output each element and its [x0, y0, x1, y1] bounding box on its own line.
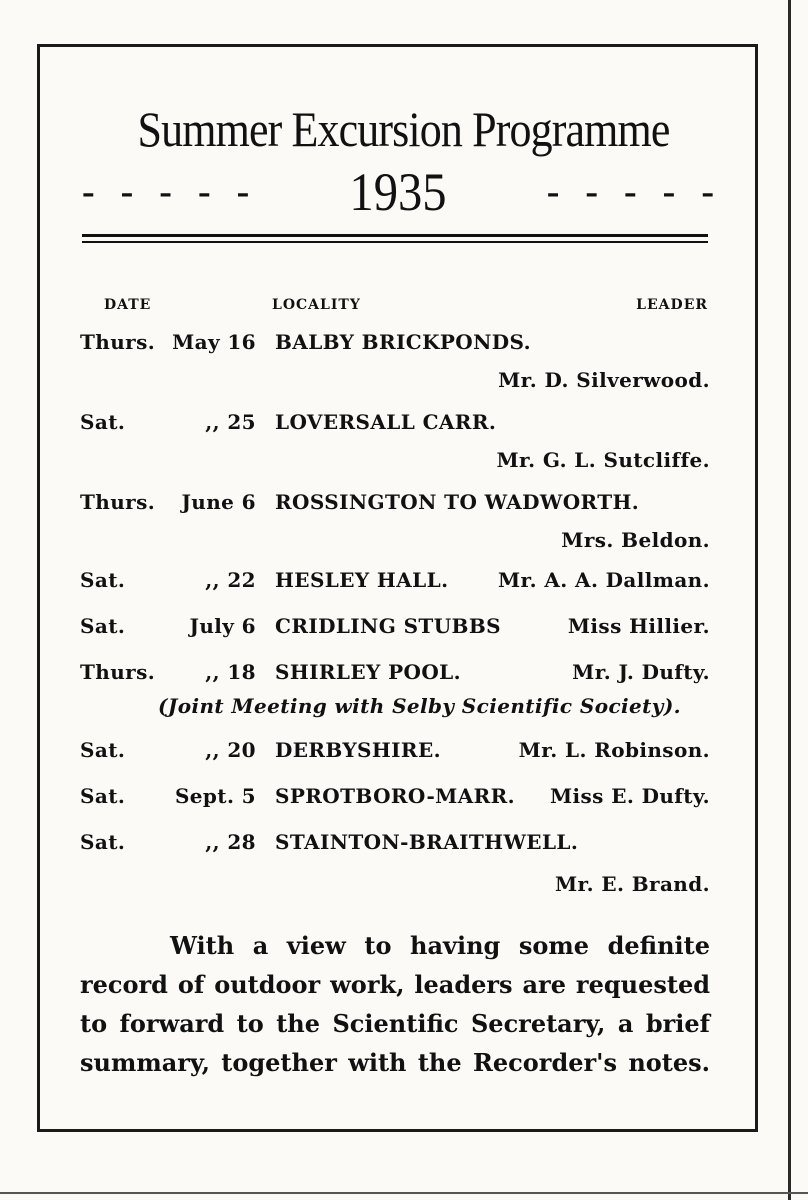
- scan-edge-bottom: [0, 1192, 808, 1194]
- row-date: ,, 20: [205, 738, 256, 762]
- row-day: Sat.: [80, 568, 126, 592]
- notice-paragraph: [80, 926, 710, 1082]
- row-locality: SHIRLEY POOL.: [275, 660, 461, 684]
- row-locality: DERBYSHIRE.: [275, 738, 441, 762]
- row-date: ,, 25: [205, 410, 256, 434]
- row-leader: Mrs. Beldon.: [561, 528, 710, 552]
- row-leader: Miss Hillier.: [567, 614, 710, 638]
- row-day: Thurs.: [80, 660, 156, 684]
- double-rule-bottom: [82, 241, 708, 243]
- row-locality: BALBY BRICKPONDS.: [275, 330, 532, 354]
- row-date: ,, 22: [205, 568, 256, 592]
- row-leader: Mr. A. A. Dallman.: [498, 568, 710, 592]
- dash-ornament-left: -----: [82, 171, 276, 213]
- row-date: ,, 18: [205, 660, 256, 684]
- row-locality: ROSSINGTON TO WADWORTH.: [275, 490, 640, 514]
- row-leader: Mr. G. L. Sutcliffe.: [496, 448, 710, 472]
- row-locality: STAINTON-BRAITHWELL.: [275, 830, 579, 854]
- paragraph-line: to forward to the Scientific Secretary, a brief: [80, 1009, 710, 1038]
- column-header-date: DATE: [104, 297, 152, 313]
- column-header-locality: LOCALITY: [272, 297, 361, 313]
- row-day: Thurs.: [80, 330, 156, 354]
- row-day: Sat.: [80, 614, 126, 638]
- row-day: Thurs.: [80, 490, 156, 514]
- column-header-leader: LEADER: [636, 297, 708, 313]
- row-leader: Miss E. Dufty.: [549, 784, 710, 808]
- row-day: Sat.: [80, 410, 126, 434]
- year: 1935: [349, 162, 447, 222]
- paragraph-line: record of outdoor work, leaders are requested: [80, 970, 710, 999]
- page-title: Summer Excursion Programme: [137, 101, 670, 157]
- year-row: [82, 162, 740, 222]
- row-locality: SPROTBORO-MARR.: [275, 784, 516, 808]
- row-day: Sat.: [80, 830, 126, 854]
- row-date: ,, 28: [205, 830, 256, 854]
- dash-ornament-right: -----: [546, 171, 740, 213]
- row-leader: Mr. L. Robinson.: [518, 738, 710, 762]
- row-locality: LOVERSALL CARR.: [275, 410, 497, 434]
- row-locality: HESLEY HALL.: [275, 568, 449, 592]
- row-leader: Mr. D. Silverwood.: [498, 368, 710, 392]
- row-date: May 16: [172, 330, 256, 354]
- row-leader: Mr. E. Brand.: [554, 872, 710, 896]
- paragraph-line: summary, together with the Recorder's notes.: [80, 1048, 710, 1077]
- double-rule-top: [82, 234, 708, 237]
- row-leader: Mr. J. Dufty.: [572, 660, 710, 684]
- row-date: Sept. 5: [174, 784, 256, 808]
- row-locality: CRIDLING STUBBS: [275, 614, 501, 638]
- row-date: June 6: [181, 490, 256, 514]
- row-note: (Joint Meeting with Selby Scientific Society).: [158, 694, 682, 718]
- paragraph-line: With a view to having some definite: [170, 931, 710, 960]
- row-day: Sat.: [80, 784, 126, 808]
- row-date: July 6: [189, 614, 256, 638]
- row-day: Sat.: [80, 738, 126, 762]
- scan-edge-right: [788, 0, 791, 1200]
